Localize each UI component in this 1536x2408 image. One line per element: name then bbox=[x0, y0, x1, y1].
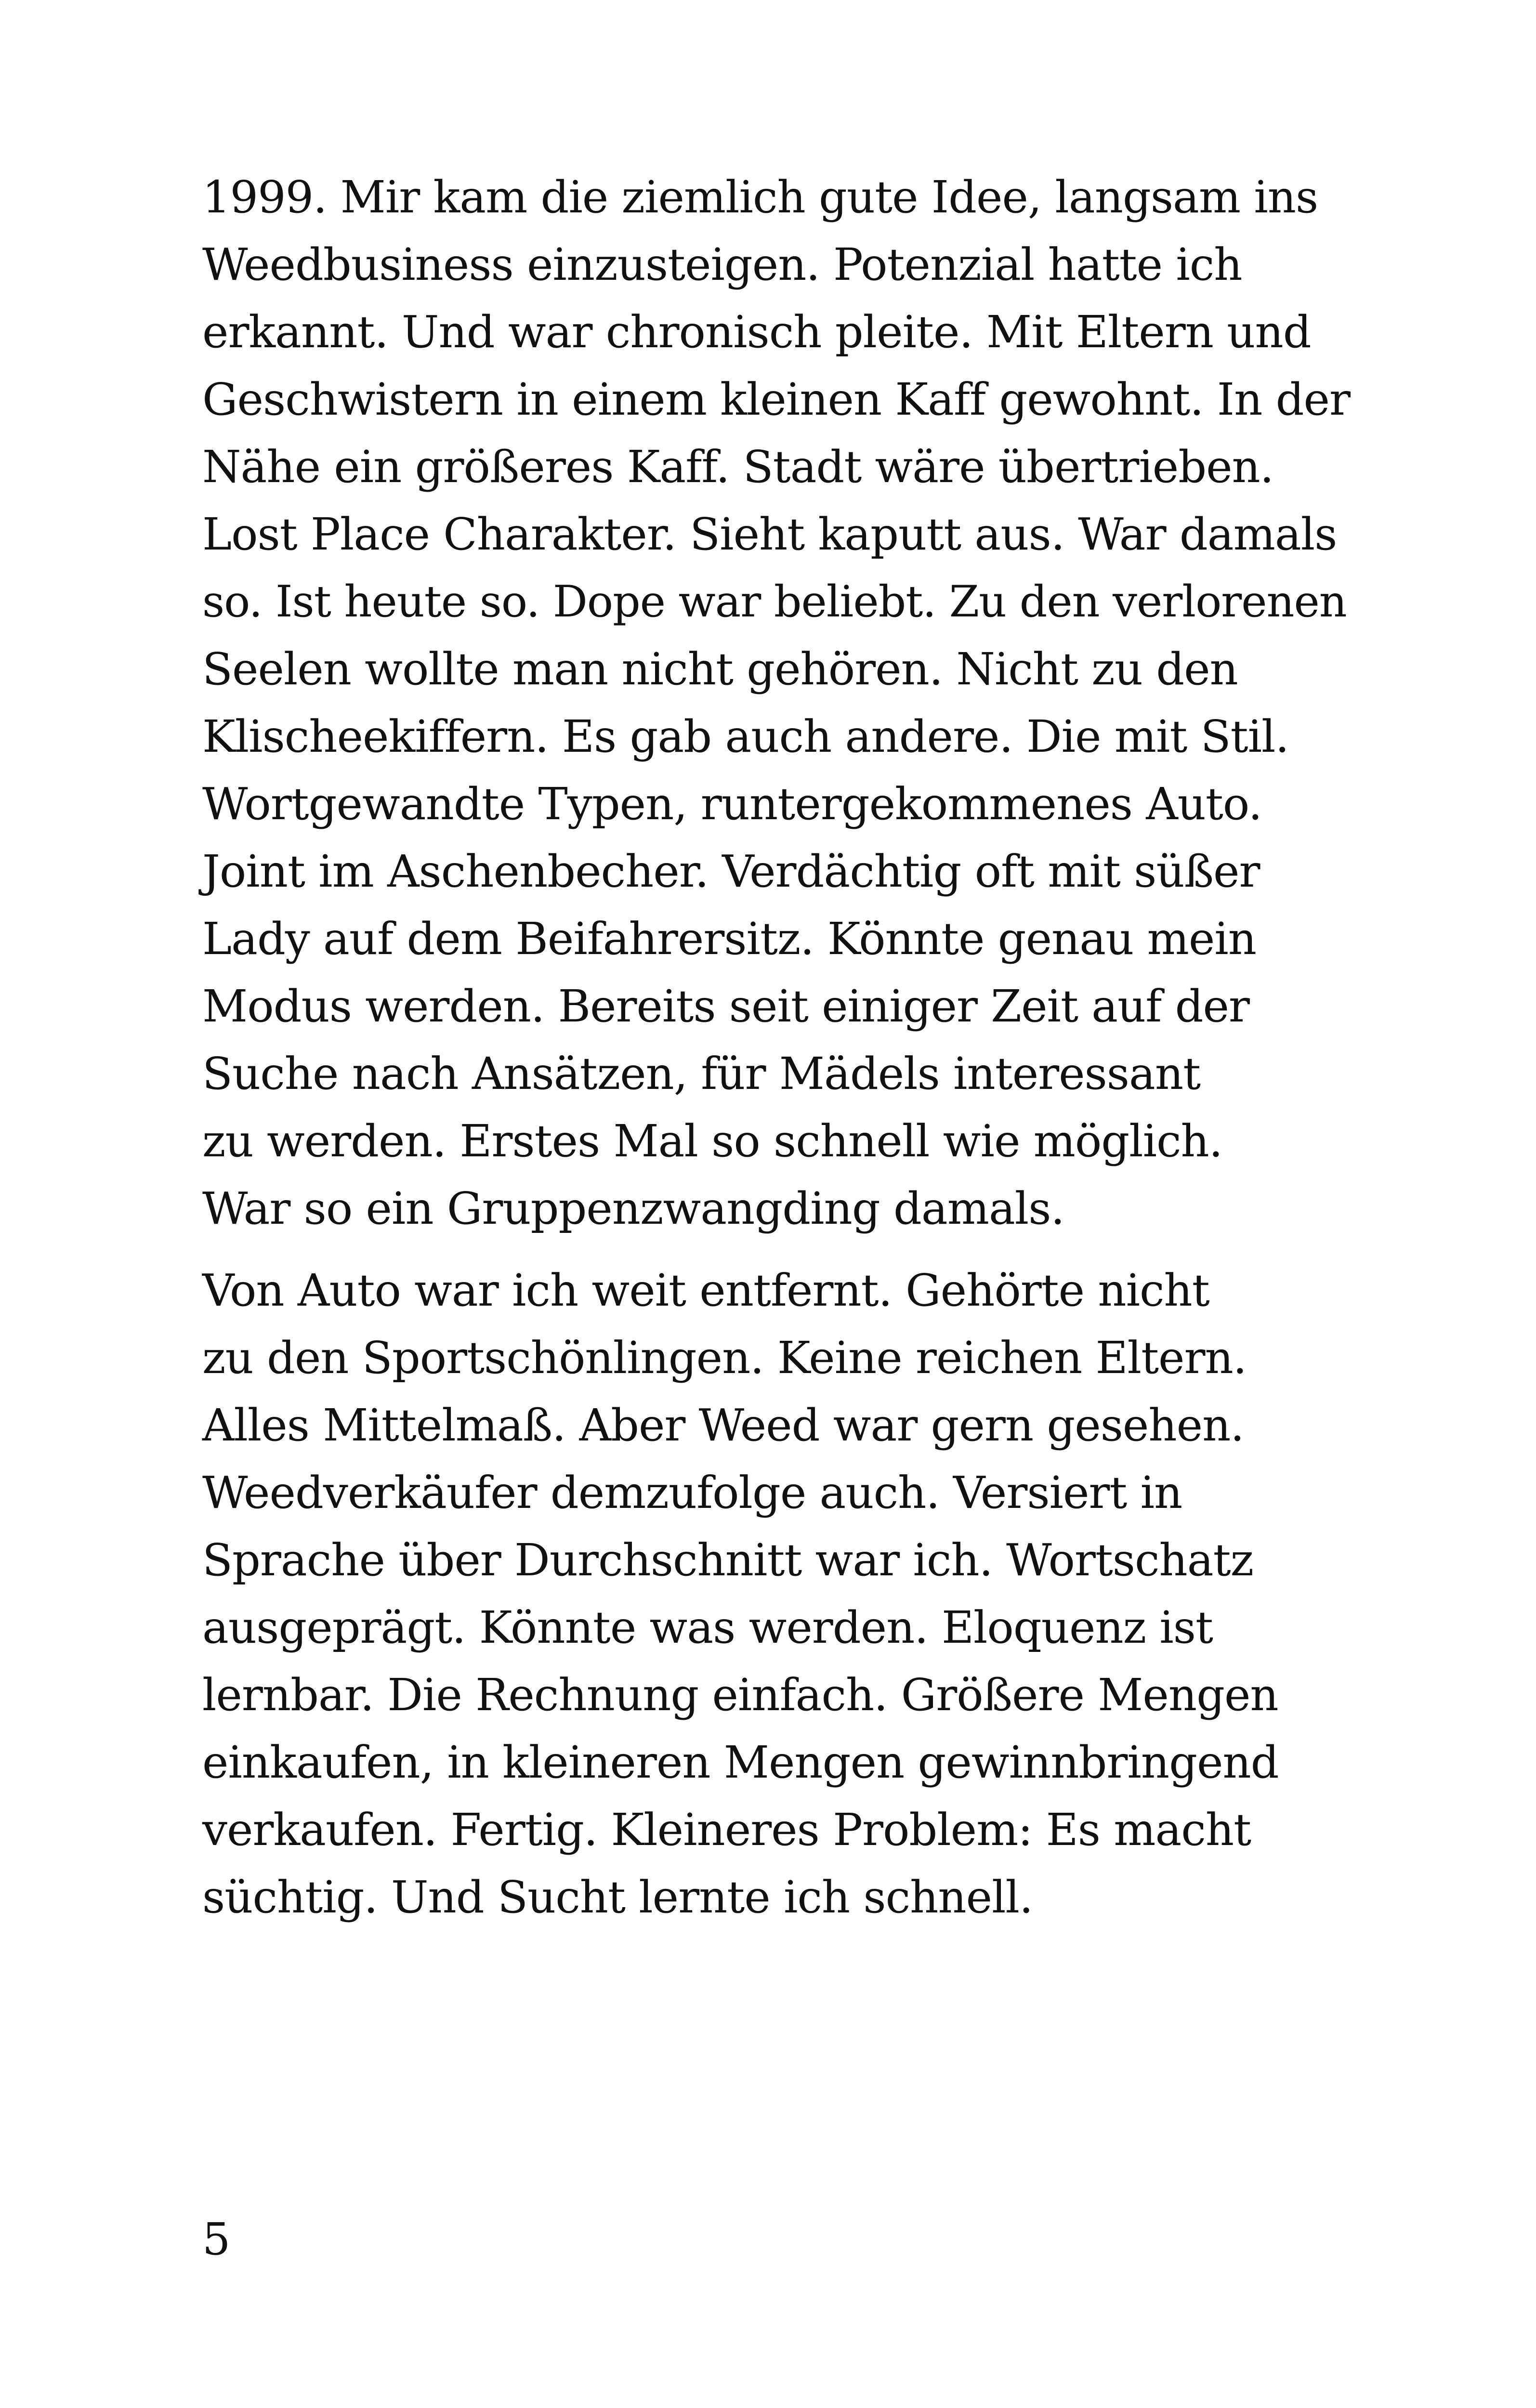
text-line: zu den Sportschönlingen. Keine reichen Eltern. bbox=[202, 1332, 1247, 1384]
text-line: ausgeprägt. Könnte was werden. Eloquenz ist bbox=[202, 1602, 1213, 1653]
text-line: verkaufen. Fertig. Kleineres Problem: Es macht bbox=[202, 1804, 1251, 1856]
text-line: zu werden. Erstes Mal so schnell wie möglich. bbox=[202, 1115, 1223, 1167]
paragraph-2 bbox=[202, 1257, 1358, 1931]
text-line: Joint im Aschenbecher. Verdächtig oft mit süßer bbox=[202, 846, 1260, 897]
text-line: Alles Mittelmaß. Aber Weed war gern gesehen. bbox=[202, 1400, 1244, 1451]
text-line: Wortgewandte Typen, runtergekommenes Auto. bbox=[202, 778, 1262, 830]
text-line: Nähe ein größeres Kaff. Stadt wäre übertrieben. bbox=[202, 441, 1274, 493]
text-line: Klischeekiffern. Es gab auch andere. Die mit Stil. bbox=[202, 711, 1289, 762]
text-line: Sprache über Durchschnitt war ich. Wortschatz bbox=[202, 1534, 1254, 1586]
text-line: Weedbusiness einzusteigen. Potenzial hatte ich bbox=[202, 239, 1242, 290]
text-line: Lady auf dem Beifahrersitz. Könnte genau mein bbox=[202, 913, 1256, 965]
text-line: War so ein Gruppenzwangding damals. bbox=[202, 1183, 1064, 1234]
text-line: Geschwistern in einem kleinen Kaff gewohnt. In der bbox=[202, 374, 1350, 425]
text-line: Seelen wollte man nicht gehören. Nicht zu den bbox=[202, 643, 1238, 695]
text-line: Von Auto war ich weit entfernt. Gehörte nicht bbox=[202, 1265, 1209, 1316]
text-line: so. Ist heute so. Dope war beliebt. Zu den verlorenen bbox=[202, 576, 1347, 627]
text-line: lernbar. Die Rechnung einfach. Größere Mengen bbox=[202, 1669, 1278, 1721]
text-line: Weedverkäufer demzufolge auch. Versiert in bbox=[202, 1467, 1182, 1518]
text-line: erkannt. Und war chronisch pleite. Mit Eltern und bbox=[202, 306, 1311, 358]
text-line: einkaufen, in kleineren Mengen gewinnbringend bbox=[202, 1737, 1279, 1788]
page-number: 5 bbox=[202, 2213, 231, 2265]
text-line: Suche nach Ansätzen, für Mädels interessant bbox=[202, 1048, 1201, 1099]
text-line: Lost Place Charakter. Sieht kaputt aus. War damals bbox=[202, 509, 1337, 560]
text-line: süchtig. Und Sucht lernte ich schnell. bbox=[202, 1871, 1033, 1923]
paragraph-1 bbox=[202, 164, 1358, 1243]
text-line: 1999. Mir kam die ziemlich gute Idee, langsam ins bbox=[202, 171, 1318, 223]
text-line: Modus werden. Bereits seit einiger Zeit auf der bbox=[202, 981, 1249, 1032]
body-text bbox=[202, 164, 1358, 1931]
